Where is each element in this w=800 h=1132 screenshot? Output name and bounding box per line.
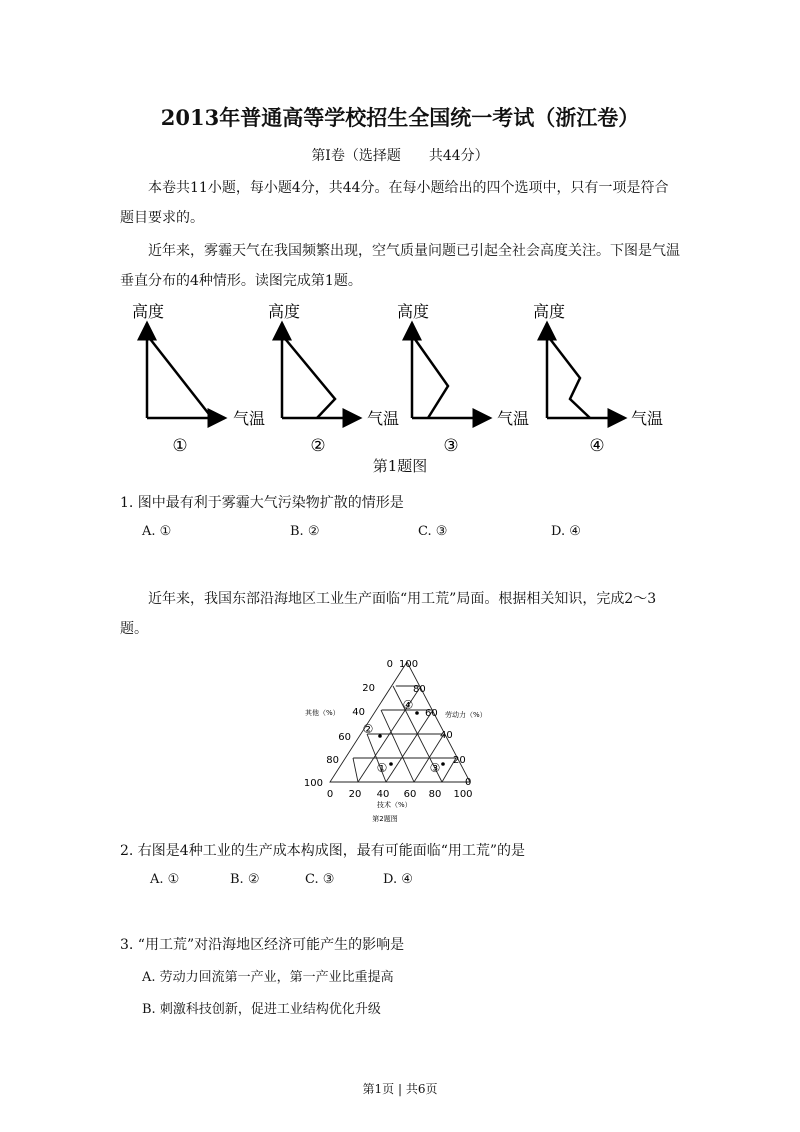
question-1-option-d: D. ④	[551, 524, 581, 539]
figure-2-caption: 第2题图	[372, 815, 398, 823]
point-label: ③	[429, 761, 441, 775]
panel-label: ①	[172, 436, 188, 456]
bottom-tick: 40	[376, 789, 390, 800]
question-3-option-a: A. 劳动力回流第一产业，第一产业比重提高	[142, 970, 394, 985]
x-axis-label: 气温	[497, 409, 530, 428]
question-1-option-b: B. ②	[290, 524, 320, 539]
question-2-stem: 2. 右图是4种工业的生产成本构成图，最有可能面临“用工荒”的是	[120, 843, 526, 859]
page-footer: 第1页 | 共6页	[362, 1082, 438, 1096]
panel-label: ④	[589, 436, 605, 456]
right-tick: 40	[440, 730, 453, 741]
bottom-axis-title: 技术（%）	[377, 801, 412, 809]
figure-1-panel-4	[533, 302, 663, 456]
question-1-option-a: A. ①	[142, 524, 172, 539]
right-tick: 0	[465, 777, 472, 788]
bottom-tick: 60	[403, 789, 417, 800]
point-label: ④	[402, 698, 414, 712]
left-tick: 0	[386, 659, 393, 670]
figure-1-caption: 第1题图	[372, 457, 428, 475]
y-axis-label: 高度	[397, 302, 430, 321]
x-axis-label: 气温	[233, 409, 266, 428]
question-2-option-b: B. ②	[230, 872, 260, 887]
section-subtitle: 第Ⅰ卷（选择题 共44分）	[311, 148, 489, 164]
x-axis-label: 气温	[367, 409, 400, 428]
figure-1-panel-1	[132, 302, 265, 456]
figure-1-temperature-profiles	[120, 298, 680, 458]
left-tick: 20	[362, 683, 375, 694]
y-axis-label: 高度	[533, 302, 566, 321]
question-1-stem: 1. 图中最有利于雾霾大气污染物扩散的情形是	[120, 495, 404, 511]
right-axis-title: 劳动力（%）	[445, 711, 487, 719]
bottom-tick: 80	[428, 789, 442, 800]
panel-label: ③	[443, 436, 459, 456]
bottom-tick: 100	[453, 789, 473, 800]
question-3-option-b: B. 刺激科技创新，促进工业结构优化升级	[142, 1002, 381, 1017]
point-label: ②	[362, 722, 374, 736]
left-tick: 60	[338, 732, 351, 743]
y-axis-label: 高度	[268, 302, 301, 321]
panel-label: ②	[310, 436, 326, 456]
context-paragraph-1: 近年来，雾霾天气在我国频繁出现，空气质量问题已引起全社会高度关注。下图是气温垂直分布的4种情形。读图完成第1题。	[120, 243, 680, 289]
figure-1-panel-2	[268, 302, 399, 456]
right-tick: 60	[425, 708, 438, 719]
figure-2-ternary-diagram	[295, 655, 495, 830]
question-1-option-c: C. ③	[418, 524, 448, 539]
point-label: ①	[376, 761, 388, 775]
question-3-stem: 3. “用工荒”对沿海地区经济可能产生的影响是	[120, 937, 405, 953]
right-tick: 100	[399, 659, 419, 670]
page-title: 2013年普通高等学校招生全国统一考试（浙江卷）	[160, 105, 640, 130]
left-tick: 40	[352, 707, 365, 718]
right-tick: 20	[453, 755, 466, 766]
left-tick: 80	[326, 755, 339, 766]
x-axis-label: 气温	[631, 409, 664, 428]
question-2-option-c: C. ③	[305, 872, 335, 887]
left-axis-title: 其他（%）	[305, 709, 340, 717]
question-2-option-d: D. ④	[383, 872, 413, 887]
y-axis-label: 高度	[132, 302, 165, 321]
right-tick: 80	[413, 684, 426, 695]
left-tick: 100	[303, 778, 323, 789]
question-2-option-a: A. ①	[150, 872, 180, 887]
context-paragraph-2: 近年来，我国东部沿海地区工业生产面临“用工荒”局面。根据相关知识，完成2～3题。	[120, 591, 657, 637]
bottom-tick: 0	[326, 789, 334, 800]
figure-1-panel-3	[397, 302, 529, 456]
intro-paragraph: 本卷共11小题，每小题4分，共44分。在每小题给出的四个选项中，只有一项是符合题目要求的。	[120, 180, 669, 226]
bottom-tick: 20	[348, 789, 362, 800]
